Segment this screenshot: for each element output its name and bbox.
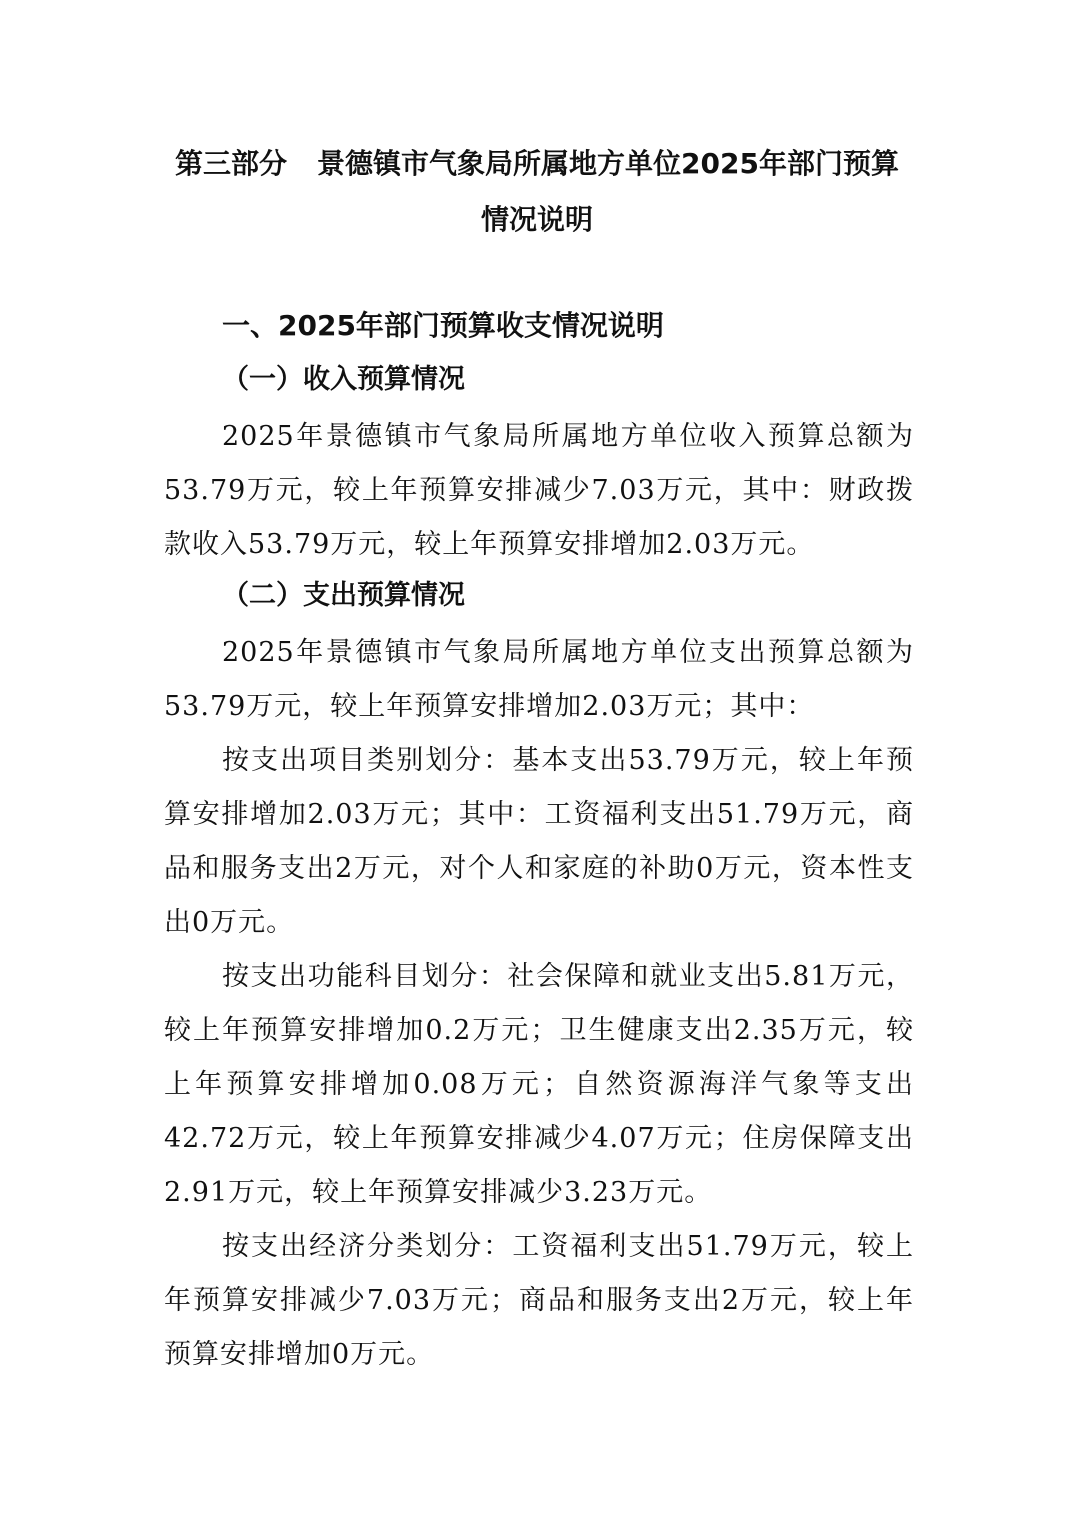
document-title-line-1 (160, 136, 914, 192)
subsection-heading-income: （一）收入预算情况 (222, 364, 465, 395)
title-part-label: 第三部分 (175, 147, 288, 180)
paragraph-expense-total: 2025年景德镇市气象局所属地方单位支出预算总额为53.79万元，较上年预算安排增加2.03万元；其中： (164, 637, 914, 722)
subsection-heading-expense: （二）支出预算情况 (222, 580, 465, 611)
paragraph-expense-by-economic: 按支出经济分类划分：工资福利支出51.79万元，较上年预算安排减少7.03万元；商品和服务支出2万元，较上年预算安排增加0万元。 (164, 1231, 914, 1370)
paragraph-income-budget: 2025年景德镇市气象局所属地方单位收入预算总额为53.79万元，较上年预算安排减少7.03万元，其中：财政拨款收入53.79万元，较上年预算安排增加2.03万元。 (164, 421, 914, 560)
section-heading-1: 一、2025年部门预算收支情况说明 (222, 309, 664, 342)
paragraph-expense-by-function: 按支出功能科目划分：社会保障和就业支出5.81万元，较上年预算安排增加0.2万元；卫生健康支出2.35万元，较上年预算安排增加0.08万元；自然资源海洋气象等支出42.72万元，较上年预算安排减少4.07万元；住房保障支出2.91万元，较上年预算安排减少3.23万元。 (164, 961, 914, 1208)
paragraph-expense-by-project: 按支出项目类别划分：基本支出53.79万元，较上年预算安排增加2.03万元；其中：工资福利支出51.79万元，商品和服务支出2万元，对个人和家庭的补助0万元，资本性支出0万元。 (164, 745, 914, 938)
document-title-line-2: 情况说明 (480, 203, 593, 236)
title-main-text: 景德镇市气象局所属地方单位2025年部门预算 (317, 147, 899, 180)
